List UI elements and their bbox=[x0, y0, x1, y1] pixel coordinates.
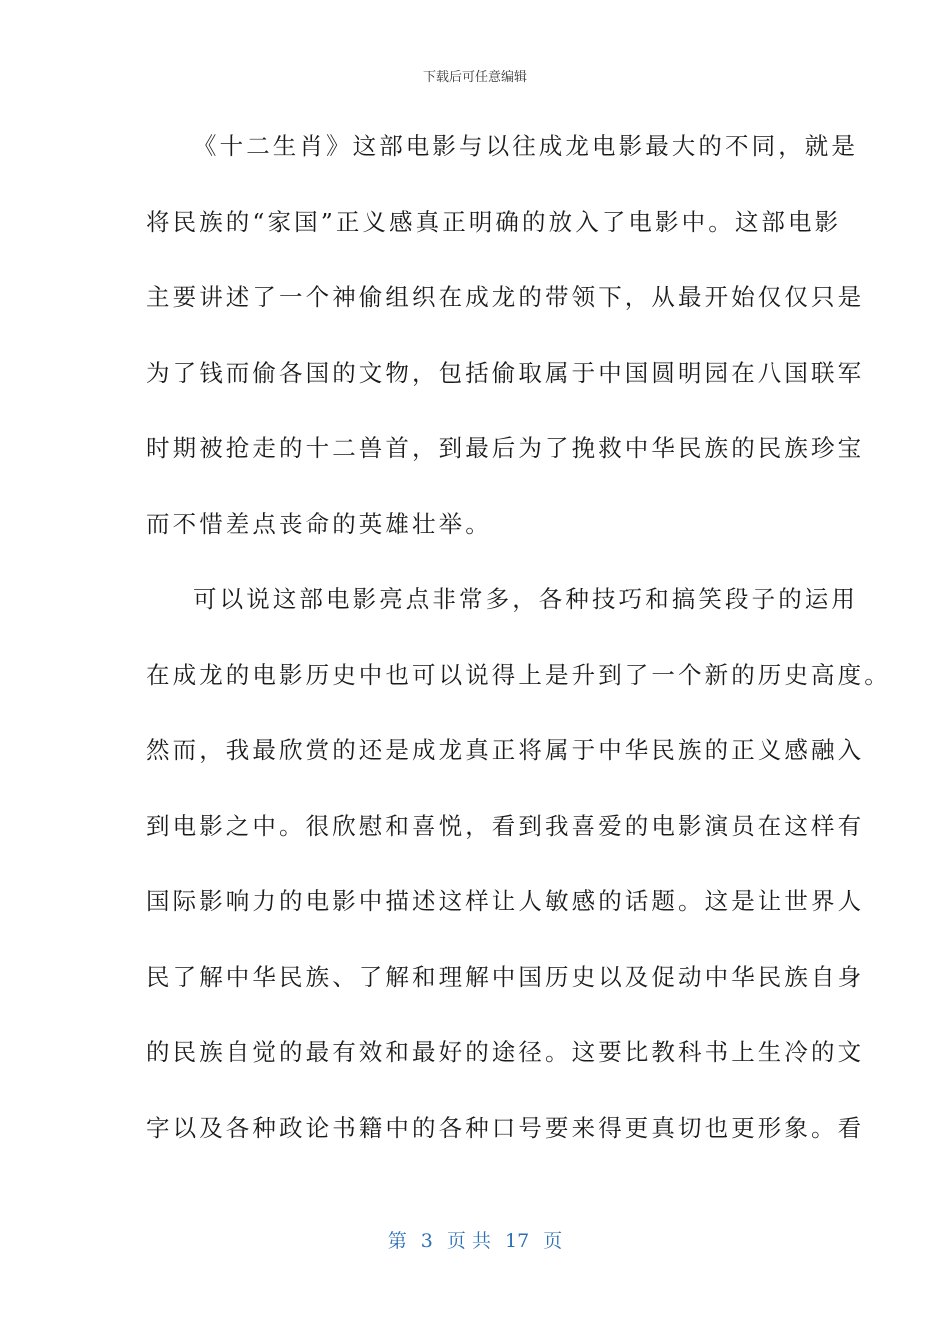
paragraph-2-line-1: 可以说这部电影亮点非常多，各种技巧和搞笑段子的运用 bbox=[193, 585, 858, 613]
document-body bbox=[146, 124, 891, 1181]
paragraph-1-line-6: 而不惜差点丧命的英雄壮举。 bbox=[146, 509, 492, 538]
paragraph-2-line-3: 然而，我最欣赏的还是成龙真正将属于中华民族的正义感融入 bbox=[146, 736, 865, 764]
footer-prefix: 第 bbox=[387, 1230, 407, 1252]
paragraph-2-line-4: 到电影之中。很欣慰和喜悦，看到我喜爱的电影演员在这样有 bbox=[146, 811, 865, 840]
paragraph-1-line-4: 为了钱而偷各国的文物，包括偷取属于中国圆明园在八国联军 bbox=[146, 358, 865, 387]
footer-suffix: 页 bbox=[543, 1230, 563, 1252]
paragraph-2-line-5: 国际影响力的电影中描述这样让人敏感的话题。这是让世界人 bbox=[146, 887, 865, 915]
paragraph-1-line-5: 时期被抢走的十二兽首，到最后为了挽救中华民族的民族珍宝 bbox=[146, 434, 865, 462]
paragraph-2-line-6: 民了解中华民族、了解和理解中国历史以及促动中华民族自身 bbox=[146, 962, 865, 991]
footer-middle: 页 共 bbox=[446, 1230, 491, 1252]
paragraph-1-line-2: 将民族的“家国”正义感真正明确的放入了电影中。这部电影 bbox=[146, 207, 842, 236]
paragraph-2-line-2: 在成龙的电影历史中也可以说得上是升到了一个新的历史高度。 bbox=[146, 660, 891, 689]
paragraph-2-line-7: 的民族自觉的最有效和最好的途径。这要比教科书上生冷的文 bbox=[146, 1038, 865, 1066]
header-note: 下载后可任意编辑 bbox=[422, 70, 527, 85]
page-number-footer bbox=[0, 1226, 950, 1253]
footer-total-pages: 17 bbox=[505, 1230, 530, 1252]
paragraph-1-line-1: 《十二生肖》这部电影与以往成龙电影最大的不同，就是 bbox=[193, 132, 858, 160]
footer-current-page: 3 bbox=[420, 1230, 433, 1252]
paragraph-1-line-3: 主要讲述了一个神偷组织在成龙的带领下，从最开始仅仅只是 bbox=[146, 283, 865, 311]
paragraph-2-line-8: 字以及各种政论书籍中的各种口号要来得更真切也更形象。看 bbox=[146, 1113, 865, 1142]
